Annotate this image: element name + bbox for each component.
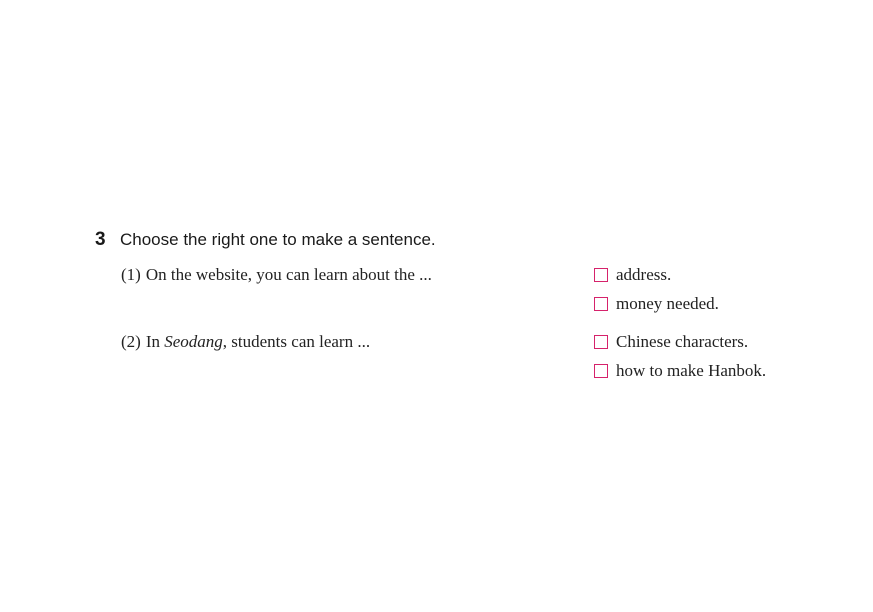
question-header [95, 229, 436, 251]
checkbox[interactable] [594, 364, 608, 378]
item-1-number: (1) [121, 265, 141, 284]
item-2-text-before: In [145, 332, 160, 351]
checkbox[interactable] [594, 335, 608, 349]
item-2-number: (2) [121, 332, 141, 351]
option-label: how to make Hanbok. [616, 361, 767, 380]
checkbox[interactable] [594, 297, 608, 311]
question-instruction: Choose the right one to make a sentence. [120, 230, 436, 249]
item-1-option-1[interactable] [594, 265, 671, 285]
question-number: 3 [95, 229, 106, 250]
item-2-option-2[interactable] [594, 361, 766, 381]
checkbox[interactable] [594, 268, 608, 282]
option-label: money needed. [616, 294, 719, 313]
item-1-option-2[interactable] [594, 294, 719, 314]
item-2-option-1[interactable] [594, 332, 748, 352]
item-1-text: On the website, you can learn about the ... [145, 265, 432, 284]
item-2-text-after: , students can learn ... [222, 332, 371, 351]
item-1-sentence [121, 265, 432, 285]
option-label: address. [616, 265, 672, 284]
item-2-sentence [121, 332, 370, 352]
option-label: Chinese characters. [616, 332, 749, 351]
item-2-italic-term: Seodang [164, 332, 223, 351]
